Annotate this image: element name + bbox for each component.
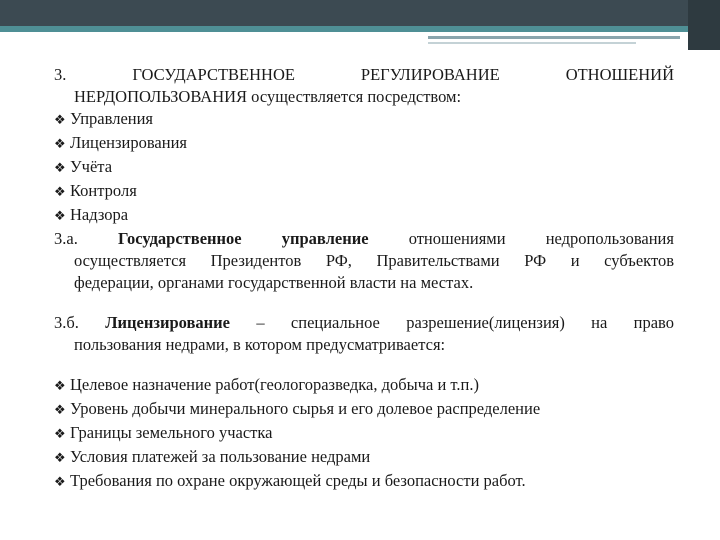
section-b-line-1: 3.б. Лицензирование – специальное разрешение(лицензия) на право (54, 313, 674, 332)
section-b-term: Лицензирование (105, 313, 231, 332)
list-secondary (54, 374, 674, 494)
list-item: ❖ Целевое назначение работ(геологоразведка, добыча и т.п.) (54, 374, 674, 398)
heading-word-1: ГОСУДАРСТВЕННОЕ (132, 65, 295, 84)
list-item: ❖ Требования по охране окружающей среды и безопасности работ. (54, 470, 674, 494)
list-item: ❖ Учёта (54, 156, 674, 180)
heading-word-3: ОТНОШЕНИЙ (565, 65, 674, 84)
list-item: ❖ Лицензирования (54, 132, 674, 156)
diamond-bullet-icon: ❖ (54, 185, 66, 200)
header-corner-block (688, 0, 720, 50)
diamond-bullet-icon: ❖ (54, 451, 66, 466)
list-item: ❖ Управления (54, 108, 674, 132)
diamond-bullet-icon: ❖ (54, 427, 66, 442)
list-item: ❖ Условия платежей за пользование недрами (54, 446, 674, 470)
diamond-bullet-icon: ❖ (54, 379, 66, 394)
diamond-bullet-icon: ❖ (54, 137, 66, 152)
title-rule-thin (428, 42, 636, 44)
diamond-bullet-icon: ❖ (54, 475, 66, 490)
diamond-bullet-icon: ❖ (54, 161, 66, 176)
heading-line-2: НЕРДОПОЛЬЗОВАНИЯ осуществляется посредством: (74, 87, 462, 106)
diamond-bullet-icon: ❖ (54, 209, 66, 224)
diamond-bullet-icon: ❖ (54, 113, 66, 128)
list-item: ❖ Границы земельного участка (54, 422, 674, 446)
title-rule (428, 36, 680, 39)
slide-content (54, 64, 674, 494)
list-item: ❖ Контроля (54, 180, 674, 204)
section-b-line-2: пользования недрами, в котором предусматривается: (74, 335, 446, 354)
heading-line-1 (54, 64, 674, 86)
section-a-line-2: осуществляется Президентов РФ, Правительствами РФ и субъектов (74, 251, 674, 270)
heading-number: 3. (54, 65, 67, 84)
heading-word-2: РЕГУЛИРОВАНИЕ (360, 65, 500, 84)
list-primary (54, 108, 674, 228)
list-item: ❖ Уровень добычи минерального сырья и его долевое распределение (54, 398, 674, 422)
section-a-term: Государственное управление (117, 229, 369, 248)
header-accent-stripe (0, 26, 720, 32)
diamond-bullet-icon: ❖ (54, 403, 66, 418)
header-bar (0, 0, 720, 26)
list-item: ❖ Надзора (54, 204, 674, 228)
section-a-line-1: 3.а. Государственное управление отношениями недропользования (54, 229, 674, 248)
section-a-line-3: федерации, органами государственной власти на местах. (74, 273, 474, 292)
